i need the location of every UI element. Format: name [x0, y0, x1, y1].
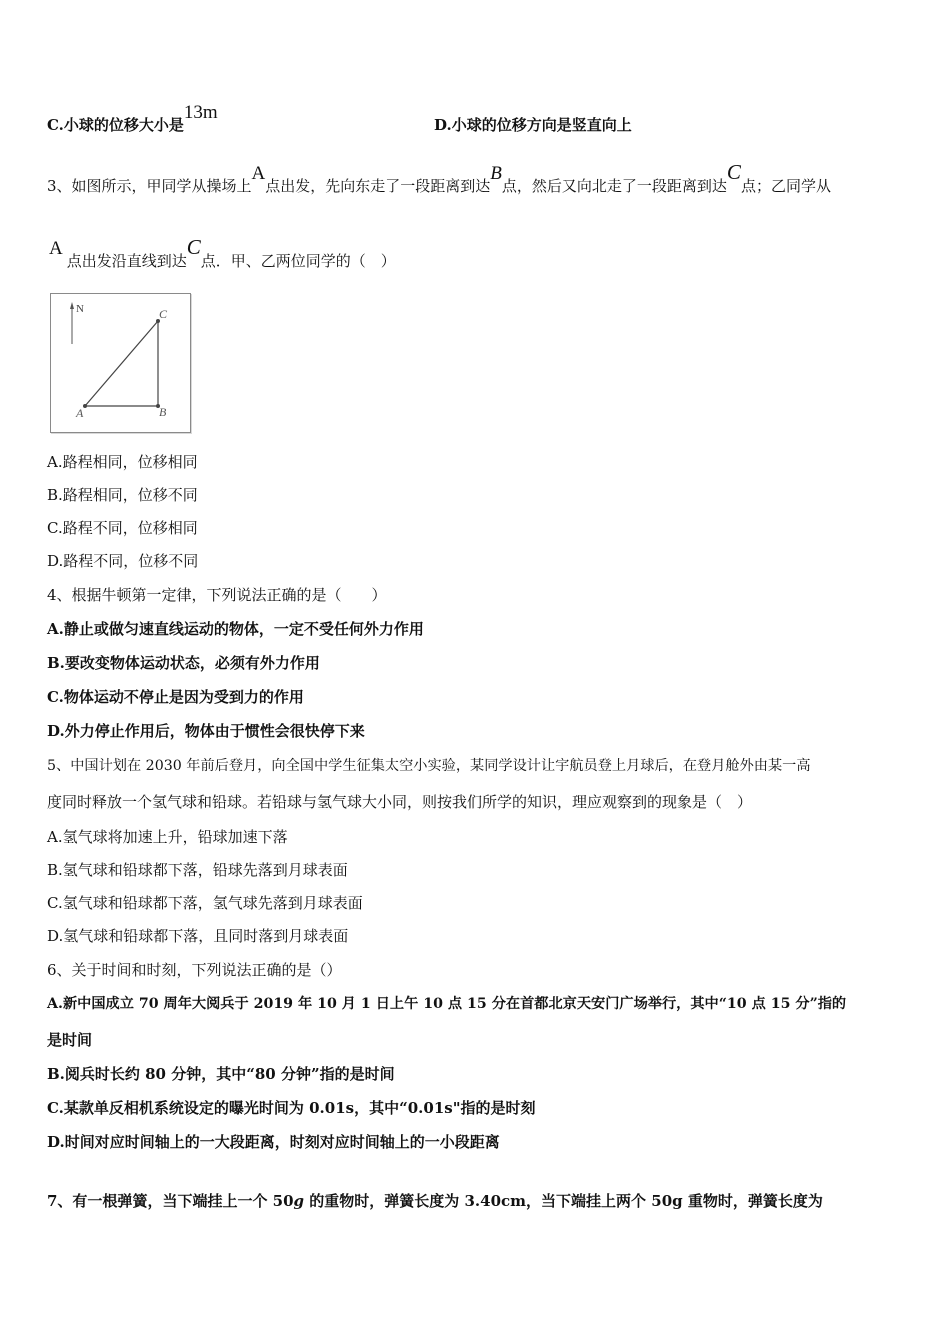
- q6-option-a-line2: 是时间: [47, 1031, 93, 1049]
- q5-option-b: B.氢气球和铅球都下落，铅球先落到月球表面: [47, 861, 348, 879]
- q3-stem-text: 点出发，先向东走了一段距离到达: [265, 177, 491, 195]
- point-c-label: C: [186, 235, 201, 259]
- q5-stem-line1: 5、中国计划在 2030 年前后登月，向全国中学生征集太空小实验，某同学设计让宇航员登上月球后，在登月舱外由某一高: [47, 758, 811, 774]
- q6-option-c: C.某款单反相机系统设定的曝光时间为 0.01s，其中“0.01s"指的是时刻: [47, 1099, 536, 1117]
- q6-option-a-line1: A.新中国成立 70 周年大阅兵于 2019 年 10 月 1 日上午 10 点 15 分在首都北京天安门广场举行，其中“10 点 15 分”指的: [47, 996, 847, 1012]
- figure-label-a: A: [76, 406, 84, 420]
- q3-stem-text: 点，然后又向北走了一段距离到达: [501, 177, 727, 195]
- q3-option-a: A.路程相同，位移相同: [47, 453, 198, 471]
- q5-option-c: C.氢气球和铅球都下落，氢气球先落到月球表面: [47, 894, 363, 912]
- q3-stem-line2: [49, 235, 396, 271]
- q3-stem-line1: [47, 160, 831, 196]
- q3-stem-text: 点出发沿直线到达: [66, 252, 187, 270]
- q2-option-c-text: C.小球的位移大小是: [47, 116, 184, 134]
- point-b-label: B: [490, 163, 502, 184]
- point-a-label: A: [49, 238, 63, 259]
- q4-option-b: B.要改变物体运动状态，必须有外力作用: [47, 654, 320, 672]
- q6-option-d: D.时间对应时间轴上的一大段距离，时刻对应时间轴上的一小段距离: [47, 1133, 500, 1151]
- north-arrow-icon: [70, 302, 74, 309]
- q3-figure: [50, 293, 191, 433]
- q3-option-d: D.路程不同，位移不同: [47, 552, 199, 570]
- q3-option-c: C.路程不同，位移相同: [47, 519, 198, 537]
- q3-option-b: B.路程相同，位移不同: [47, 486, 198, 504]
- q6-stem: 6、关于时间和时刻，下列说法正确的是（）: [47, 961, 342, 979]
- q4-stem: 4、根据牛顿第一定律，下列说法正确的是（ ）: [47, 586, 387, 604]
- q2-option-d: D.小球的位移方向是竖直向上: [434, 116, 632, 134]
- q5-option-d: D.氢气球和铅球都下落，且同时落到月球表面: [47, 927, 349, 945]
- q3-stem-text: 3、如图所示，甲同学从操场上: [47, 177, 252, 195]
- q2-option-c: [47, 102, 218, 135]
- figure-label-c: C: [159, 307, 168, 321]
- q2-option-c-value: 13m: [183, 102, 218, 123]
- q5-option-a: A.氢气球将加速上升，铅球加速下落: [47, 828, 288, 846]
- q3-stem-text: 点；乙同学从: [740, 177, 831, 195]
- q4-option-a: A.静止或做匀速直线运动的物体，一定不受任何外力作用: [47, 620, 424, 638]
- q4-option-c: C.物体运动不停止是因为受到力的作用: [47, 688, 304, 706]
- point-c-label: C: [726, 160, 741, 184]
- q3-stem-text: 点．甲、乙两位同学的（ ）: [200, 252, 396, 270]
- q7-stem-text: 的重物时，弹簧长度为 3.40cm，当下端挂上两个 50g 重物时，弹簧长度为: [304, 1192, 823, 1210]
- q4-option-d: D.外力停止作用后，物体由于惯性会很快停下来: [47, 722, 365, 740]
- point-a: [83, 404, 87, 408]
- triangle-diagram: [51, 294, 192, 434]
- q7-stem: [47, 1191, 823, 1211]
- q5-stem-line2: 度同时释放一个氢气球和铅球。若铅球与氢气球大小同，则按我们所学的知识，理应观察到的现象是（ ）: [47, 793, 753, 811]
- figure-label-b: B: [159, 405, 167, 419]
- q6-option-b: B.阅兵时长约 80 分钟，其中“80 分钟”指的是时间: [47, 1065, 395, 1083]
- segment-ac: [85, 321, 158, 406]
- q7-unit-g: g: [293, 1192, 305, 1210]
- q7-stem-text: 7、有一根弹簧，当下端挂上一个 50: [47, 1192, 294, 1210]
- point-a-label: A: [251, 163, 266, 184]
- north-label: N: [76, 303, 84, 315]
